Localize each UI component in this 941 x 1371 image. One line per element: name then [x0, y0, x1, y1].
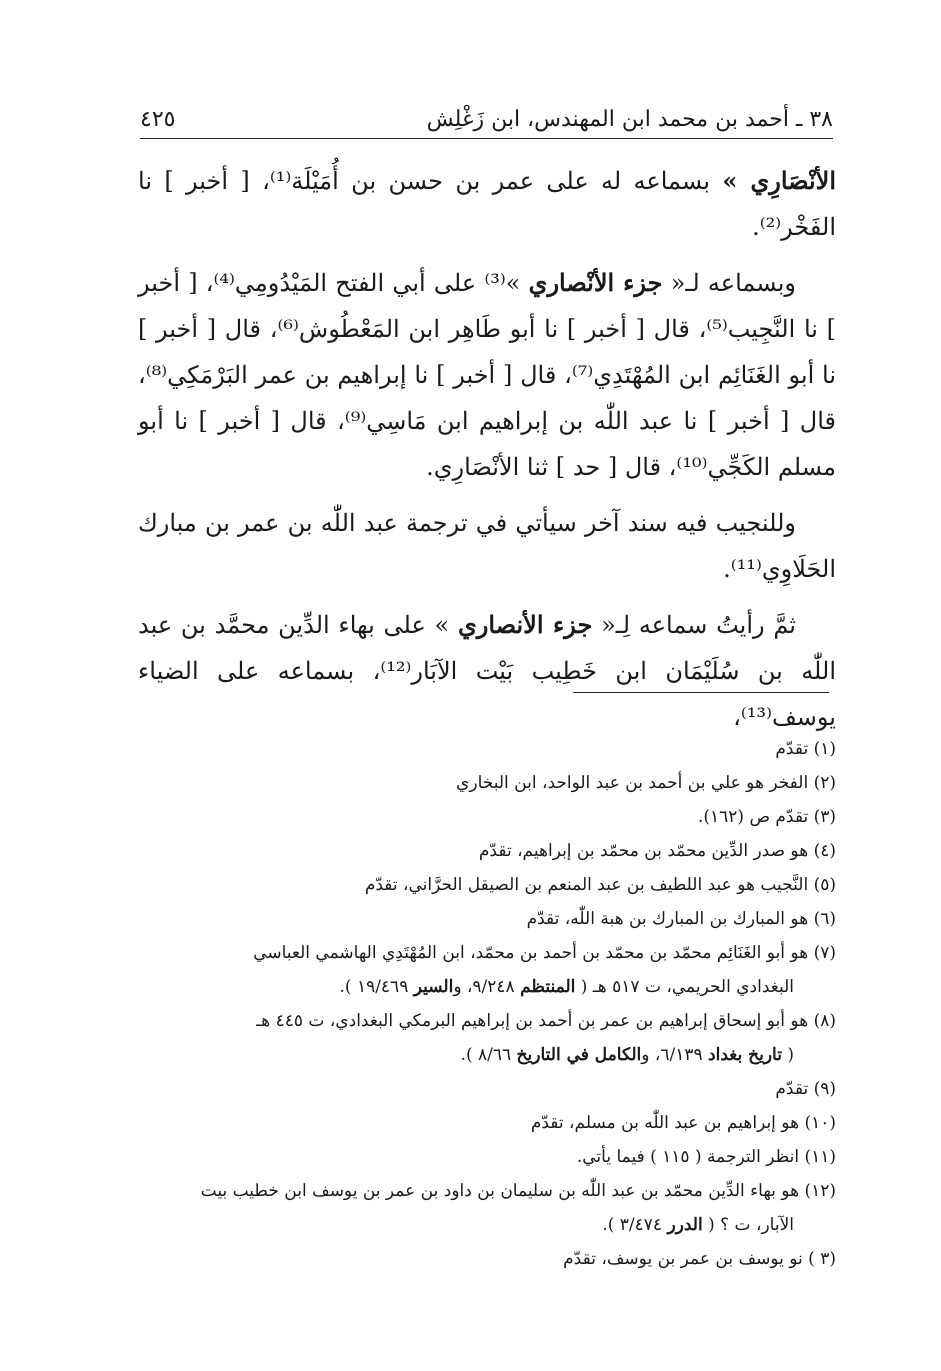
footnote-6: (٦) هو المبارك بن المبارك بن هبة اللّٰه، تقدّم	[526, 909, 836, 929]
footnote-12-continuation	[136, 1208, 836, 1242]
footnote-2: (٢) الفخر هو علي بن أحمد بن عبد الواحد، ابن البخاري	[456, 773, 836, 793]
footnote-4: (٤) هو صدر الدِّين محمّد بن محمّد بن إبراهيم، تقدّم	[478, 841, 836, 861]
footnote-8-continuation	[136, 1038, 836, 1072]
footnote-9: (٩) تقدّم	[775, 1079, 836, 1099]
footnote-12: (١٢) هو بهاء الدِّين محمّد بن عبد اللّٰه بن سليمان بن داود بن عمر بن يوسف ابن خطيب بيت	[200, 1181, 836, 1201]
paragraph-4	[138, 602, 836, 740]
running-title: ٣٨ ـ أحمد بن محمد ابن المهندس، ابن زَغْلِش	[426, 107, 833, 132]
footnotes	[136, 732, 836, 1276]
source-title: السير	[413, 977, 454, 997]
source-title: تاريخ بغداد	[708, 1045, 782, 1065]
footnote-7-continuation	[136, 970, 836, 1004]
footnote-11: (١١) انظر الترجمة ( ١١٥ ) فيما يأتي.	[576, 1147, 836, 1167]
footnote-text: ٩/٢٤٨، و	[453, 977, 521, 997]
source-title: الدرر	[667, 1215, 703, 1235]
footnote-3: (٣) تقدّم ص (١٦٢).	[697, 807, 836, 827]
footnote-text: (	[781, 1045, 794, 1065]
footnote-10: (١٠) هو إبراهيم بن عبد اللّٰه بن مسلم، تقدّم	[530, 1113, 836, 1133]
paragraph-text: »⁽³⁾ على أبي الفتح المَيْدُومِي⁽⁴⁾، [ أخبر ] نا النَّجِيب⁽⁵⁾، قال [ أخبر ] نا أبو طَاهِر ابن المَعْطُوش⁽⁶⁾، قال [ أخبر ] نا أبو الغَنَائِم ابن المُهْتَدِي⁽⁷⁾، قال [ أخبر ] نا إبراهيم بن عمر البَرْمَكِي⁽⁸⁾، قال [ أخبر ] نا عبد اللّٰه بن إبراهيم ابن مَاسِي⁽⁹⁾، قال [ أخبر ] نا أبو مسلم الكَجِّي⁽¹⁰⁾، قال [ حد ] ثنا الأنْصَارِي.	[138, 269, 837, 481]
bold-term: الأنْصَارِي »	[722, 166, 836, 195]
paragraph-1	[138, 158, 836, 250]
footnote-text: ٦/١٣٩، و	[641, 1045, 709, 1065]
paragraph-text: ثمَّ رأيتُ سماعه لِـ«	[592, 611, 796, 639]
footnote-1: (١) تقدّم	[775, 739, 836, 759]
page-number: ٤٢٥	[140, 107, 176, 132]
book-title: جزء الأنْصاري	[528, 268, 663, 297]
paragraph-text: وبسماعه لـ«	[662, 269, 796, 297]
paragraph-text: بسماعه له على عمر بن حسن بن أُمَيْلَة⁽¹⁾، [ أخبر ] نا الفَخْر⁽²⁾.	[138, 167, 836, 241]
source-title: المنتظم	[520, 977, 576, 997]
footnote-text: ١٩/٤٦٩ ).	[339, 977, 414, 997]
footnote-text: البغدادي الحريمي، ت ٥١٧ هـ (	[575, 977, 794, 997]
footnote-separator	[573, 692, 829, 693]
footnote-text: ٣/٤٧٤ ).	[602, 1215, 668, 1235]
footnote-7: (٧) هو أبو الغَنَائِم محمّد بن محمّد بن أحمد بن محمّد، ابن المُهْتَدِي الهاشمي العباسي	[253, 943, 836, 963]
footnote-8: (٨) هو أبو إسحاق إبراهيم بن عمر بن أحمد بن إبراهيم البرمكي البغدادي، ت ٤٤٥ هـ	[256, 1011, 836, 1031]
paragraph-3: وللنجيب فيه سند آخر سيأتي في ترجمة عبد اللّٰه بن عمر بن مبارك الحَلَاوِي⁽¹¹⁾.	[138, 509, 836, 583]
paragraph-2	[138, 260, 836, 490]
footnote-5: (٥) النَّجيب هو عبد اللطيف بن عبد المنعم بن الصيقل الحرَّاني، تقدّم	[364, 875, 836, 895]
footnote-13: (٣ ) نو يوسف بن عمر بن يوسف، تقدّم	[563, 1249, 836, 1269]
paragraph-text: » على بهاء الدِّين محمَّد بن عبد اللّٰه بن سُلَيْمَان ابن خَطِيب بَيْت الآبَار⁽¹²⁾، بسماعه على الضياء يوسف⁽¹³⁾،	[138, 611, 836, 731]
book-title: جزء الأنصاري	[457, 610, 593, 639]
main-text	[138, 158, 836, 750]
source-title: الكامل في التاريخ	[516, 1045, 642, 1065]
footnote-text: ٨/٦٦ ).	[460, 1045, 517, 1065]
page-header	[140, 92, 833, 139]
footnote-text: الآبار، ت ؟ (	[702, 1215, 794, 1235]
